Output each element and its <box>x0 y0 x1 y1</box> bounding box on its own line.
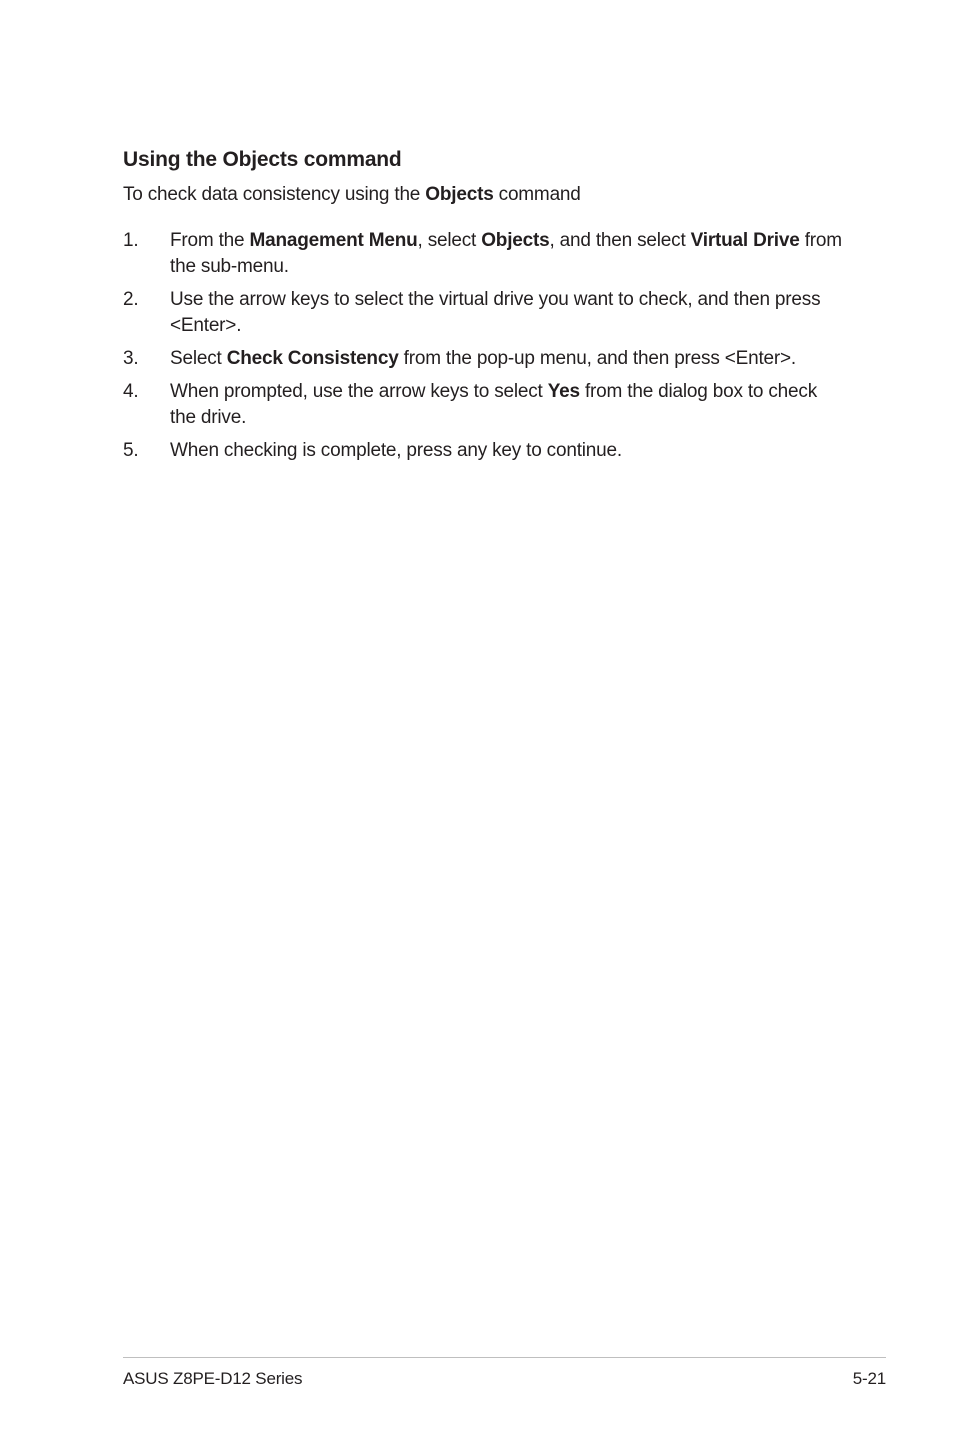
step-text <box>170 438 843 464</box>
footer-divider <box>123 1357 886 1358</box>
step-text-bold: Virtual Drive <box>690 230 800 251</box>
step-text-segment: Use the arrow keys to select the virtual drive you want to check, and then press <Enter>. <box>170 289 821 336</box>
step-number: 2. <box>123 289 139 310</box>
step-number: 5. <box>123 440 139 461</box>
intro-paragraph <box>123 182 843 208</box>
step-number: 1. <box>123 230 139 251</box>
step-text-segment: from the pop-up menu, and then press <Enter>. <box>398 348 797 369</box>
step-text-bold: Yes <box>547 381 580 402</box>
footer-page-number: 5-21 <box>852 1369 886 1388</box>
page-footer <box>123 1368 886 1390</box>
step-text <box>170 287 843 339</box>
step-item <box>123 379 843 431</box>
step-text-segment: When prompted, use the arrow keys to select <box>170 381 548 402</box>
step-text-segment: from the dialog box to check the drive. <box>170 381 817 428</box>
step-text <box>170 379 843 431</box>
step-item <box>123 287 843 339</box>
step-item <box>123 438 843 464</box>
intro-suffix: command <box>493 184 581 205</box>
step-number: 4. <box>123 381 139 402</box>
intro-bold-term: Objects <box>425 184 494 205</box>
step-number: 3. <box>123 348 139 369</box>
intro-prefix: To check data consistency using the <box>123 184 426 205</box>
footer-product-name: ASUS Z8PE-D12 Series <box>123 1369 303 1388</box>
step-text <box>170 228 843 280</box>
steps-list <box>123 228 843 464</box>
step-text-segment: , and then select <box>549 230 691 251</box>
step-text <box>170 346 843 372</box>
step-text-segment: from the sub-menu. <box>170 230 842 277</box>
step-text-segment: Select <box>170 348 227 369</box>
step-item <box>123 346 843 372</box>
step-text-bold: Objects <box>481 230 550 251</box>
step-text-bold: Management Menu <box>249 230 418 251</box>
page-content <box>123 146 843 471</box>
section-title: Using the Objects command <box>123 148 402 171</box>
step-item <box>123 228 843 280</box>
step-text-segment: When checking is complete, press any key to continue. <box>170 440 622 461</box>
step-text-segment: , select <box>417 230 482 251</box>
step-text-segment: From the <box>170 230 250 251</box>
step-text-bold: Check Consistency <box>226 348 399 369</box>
